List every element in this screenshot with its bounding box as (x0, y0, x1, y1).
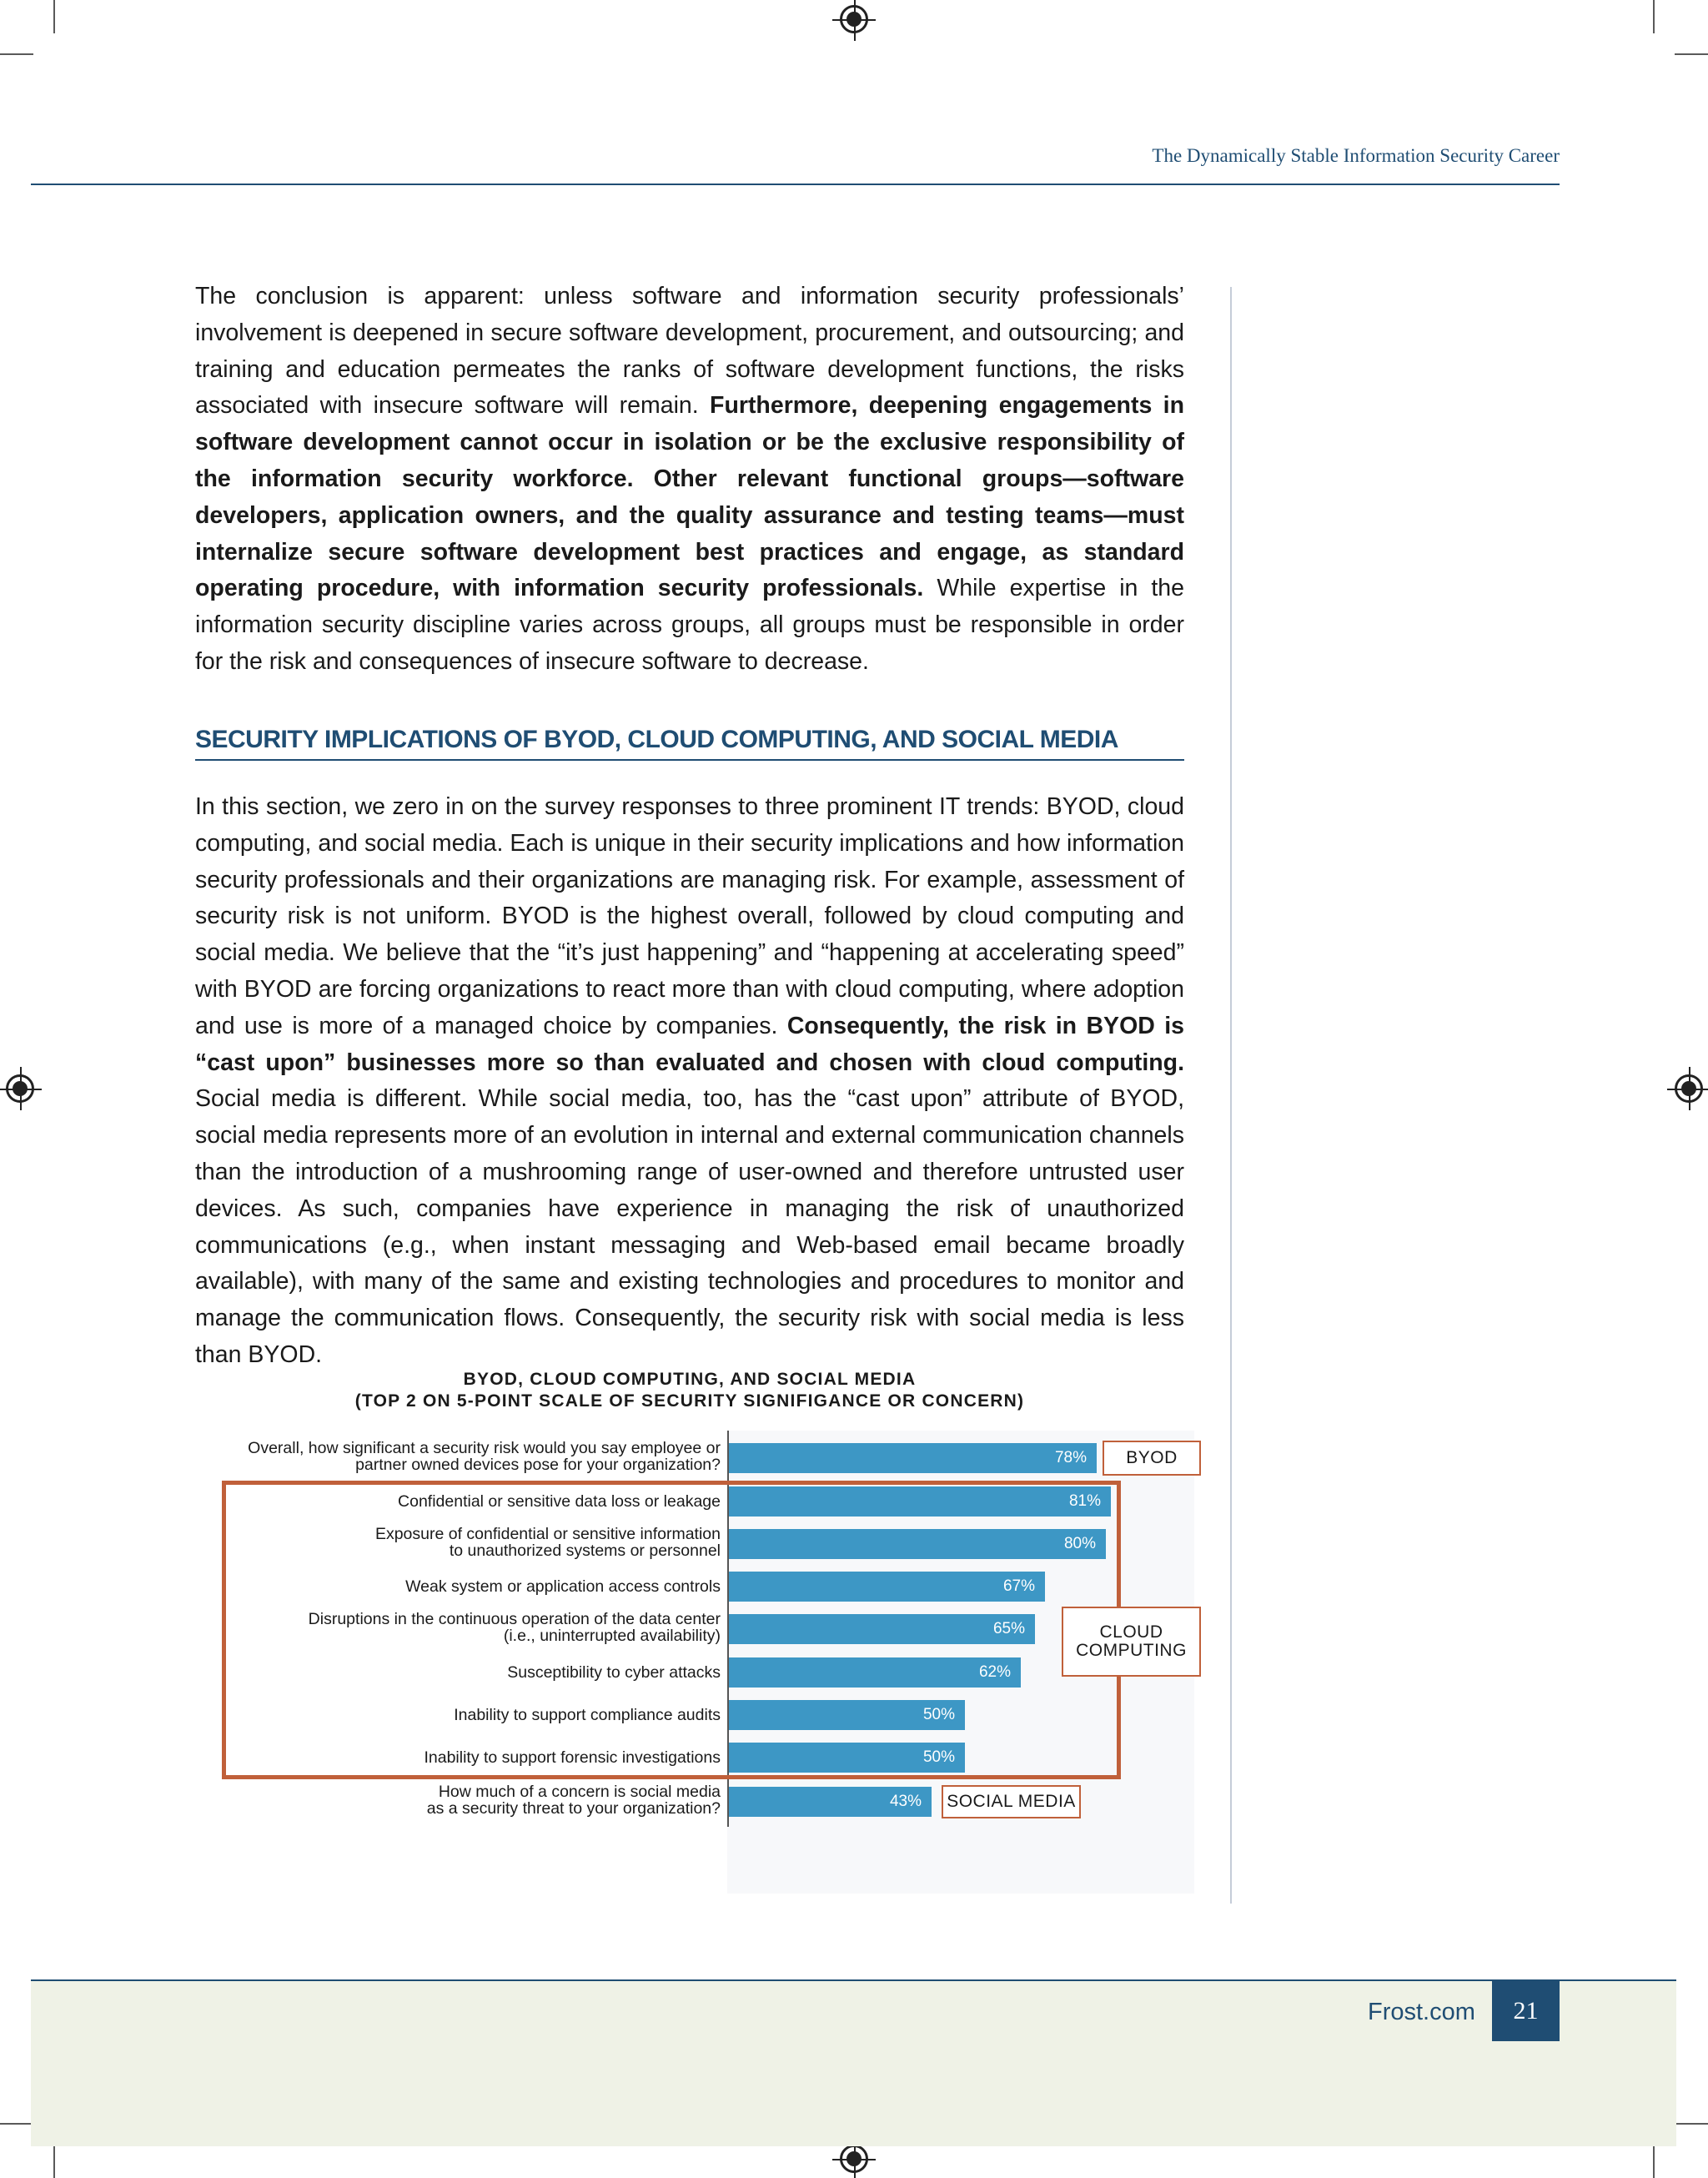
page-number: 21 (1492, 1981, 1560, 2041)
cloud-computing-group-box (222, 1481, 1121, 1779)
group-tag-social-media: SOCIAL MEDIA (942, 1785, 1081, 1818)
chart-data-label: 81% (1068, 1492, 1101, 1510)
intro-text: The conclusion is apparent: unless software and information security professionals’ involvement is deepened in secure software development, procurement, and outsourcing; and training and education permeates the ranks of software development functions, the risks associated with insecure software will remain. (195, 283, 1184, 420)
intro-text-end: While expertise in the information security discipline varies across groups, all groups must be responsible in order for the risk and consequences of insecure software to decrease. (195, 575, 1184, 675)
crop-mark (1653, 2145, 1655, 2178)
crop-mark (53, 2145, 55, 2178)
section-text: In this section, we zero in on the survey responses to three prominent IT trends: BYOD, cloud computing, and social media. Each is unique in their security implications and how information security professionals and their organizations are managing risk. For example, assessment of security risk is not uniform. BYOD is the highest overall, followed by cloud computing and social media. We believe that the “it’s just happening” and “happening at accelerating speed” with BYOD are forcing organizations to react more than with cloud computing, where adoption and use is more of a managed choice by companies. (195, 793, 1184, 1039)
group-tag-byod: BYOD (1103, 1441, 1201, 1476)
chart-data-label: 50% (922, 1748, 955, 1766)
chart-category-label: Exposure of confidential or sensitive information to unauthorized systems or personnel (374, 1525, 721, 1560)
section-heading: SECURITY IMPLICATIONS OF BYOD, CLOUD COMPUTING, AND SOCIAL MEDIA (195, 726, 1184, 761)
crop-mark (0, 2123, 33, 2125)
header-rule (31, 184, 1560, 185)
chart-data-label: 65% (992, 1620, 1025, 1637)
crop-mark (1653, 0, 1655, 33)
chart-bar (729, 1443, 1097, 1473)
crop-mark (0, 53, 33, 55)
chart-category-label: Weak system or application access controls (405, 1577, 721, 1596)
footer-rule (31, 1979, 1676, 1981)
chart-data-label: 62% (978, 1663, 1011, 1681)
chart-data-label: 43% (889, 1793, 922, 1810)
footer-site-link[interactable]: Frost.com (1368, 1999, 1475, 2025)
registration-mark-icon (6, 1074, 34, 1103)
section-paragraph (195, 789, 1184, 1374)
intro-paragraph (195, 279, 1184, 681)
chart-category-label: How much of a concern is social media as a security threat to your organization? (426, 1783, 721, 1818)
chart-bar (729, 1787, 932, 1817)
chart-category-label: Confidential or sensitive data loss or leakage (398, 1492, 721, 1511)
chart-category-label: Overall, how significant a security risk would you say employee or partner owned devices pose for your organization? (248, 1439, 721, 1474)
crop-mark (1675, 2123, 1708, 2125)
chart-data-label: 67% (1002, 1577, 1035, 1595)
chart-data-label: 80% (1063, 1535, 1096, 1552)
intro-bold-text: Furthermore, deepening engagements in software development cannot occur in isolation or be the exclusive responsibility of the information security workforce. Other relevant functional groups—software developers, application owners, and the quality assurance and testing teams—must internalize secure software development best practices and engage, as standard operating procedure, with information security professionals. (195, 392, 1184, 602)
registration-mark-icon (840, 2145, 868, 2173)
chart-category-label: Inability to support compliance audits (454, 1706, 721, 1724)
chart-category-label: Disruptions in the continuous operation of the data center (i.e., uninterrupted availability) (308, 1610, 721, 1645)
chart-data-label: 78% (1054, 1449, 1087, 1466)
section-text-end: Social media is different. While social media, too, has the “cast upon” attribute of BYOD, social media represents more of an evolution in internal and external communication channels than the introduction of a mushrooming range of user-owned and therefore untrusted user devices. As such, companies have experience in managing the risk of unauthorized communications (e.g., when instant messaging and Web-based email became broadly available), with many of the same and existing technologies and procedures to monitor and manage the communication flows. Consequently, the security risk with social media is less than BYOD. (195, 1085, 1184, 1368)
column-rule (1230, 287, 1232, 1904)
group-tag-cloud-computing: CLOUD COMPUTING (1062, 1607, 1201, 1677)
chart-category-label: Inability to support forensic investigations (424, 1748, 721, 1767)
section-bold-text: Consequently, the risk in BYOD is “cast upon” businesses more so than evaluated and chosen with cloud computing. (195, 1012, 1184, 1076)
registration-mark-icon (840, 5, 868, 33)
chart-category-label: Susceptibility to cyber attacks (507, 1663, 721, 1682)
chart-title: BYOD, CLOUD COMPUTING, AND SOCIAL MEDIA (463, 1370, 917, 1389)
chart-data-label: 50% (922, 1706, 955, 1723)
crop-mark (53, 0, 55, 33)
chart-subtitle: (TOP 2 ON 5-POINT SCALE OF SECURITY SIGNIFIGANCE OR CONCERN) (354, 1391, 1025, 1411)
registration-mark-icon (1675, 1074, 1703, 1103)
crop-mark (1675, 53, 1708, 55)
running-head: The Dynamically Stable Information Security Career (1152, 145, 1560, 166)
